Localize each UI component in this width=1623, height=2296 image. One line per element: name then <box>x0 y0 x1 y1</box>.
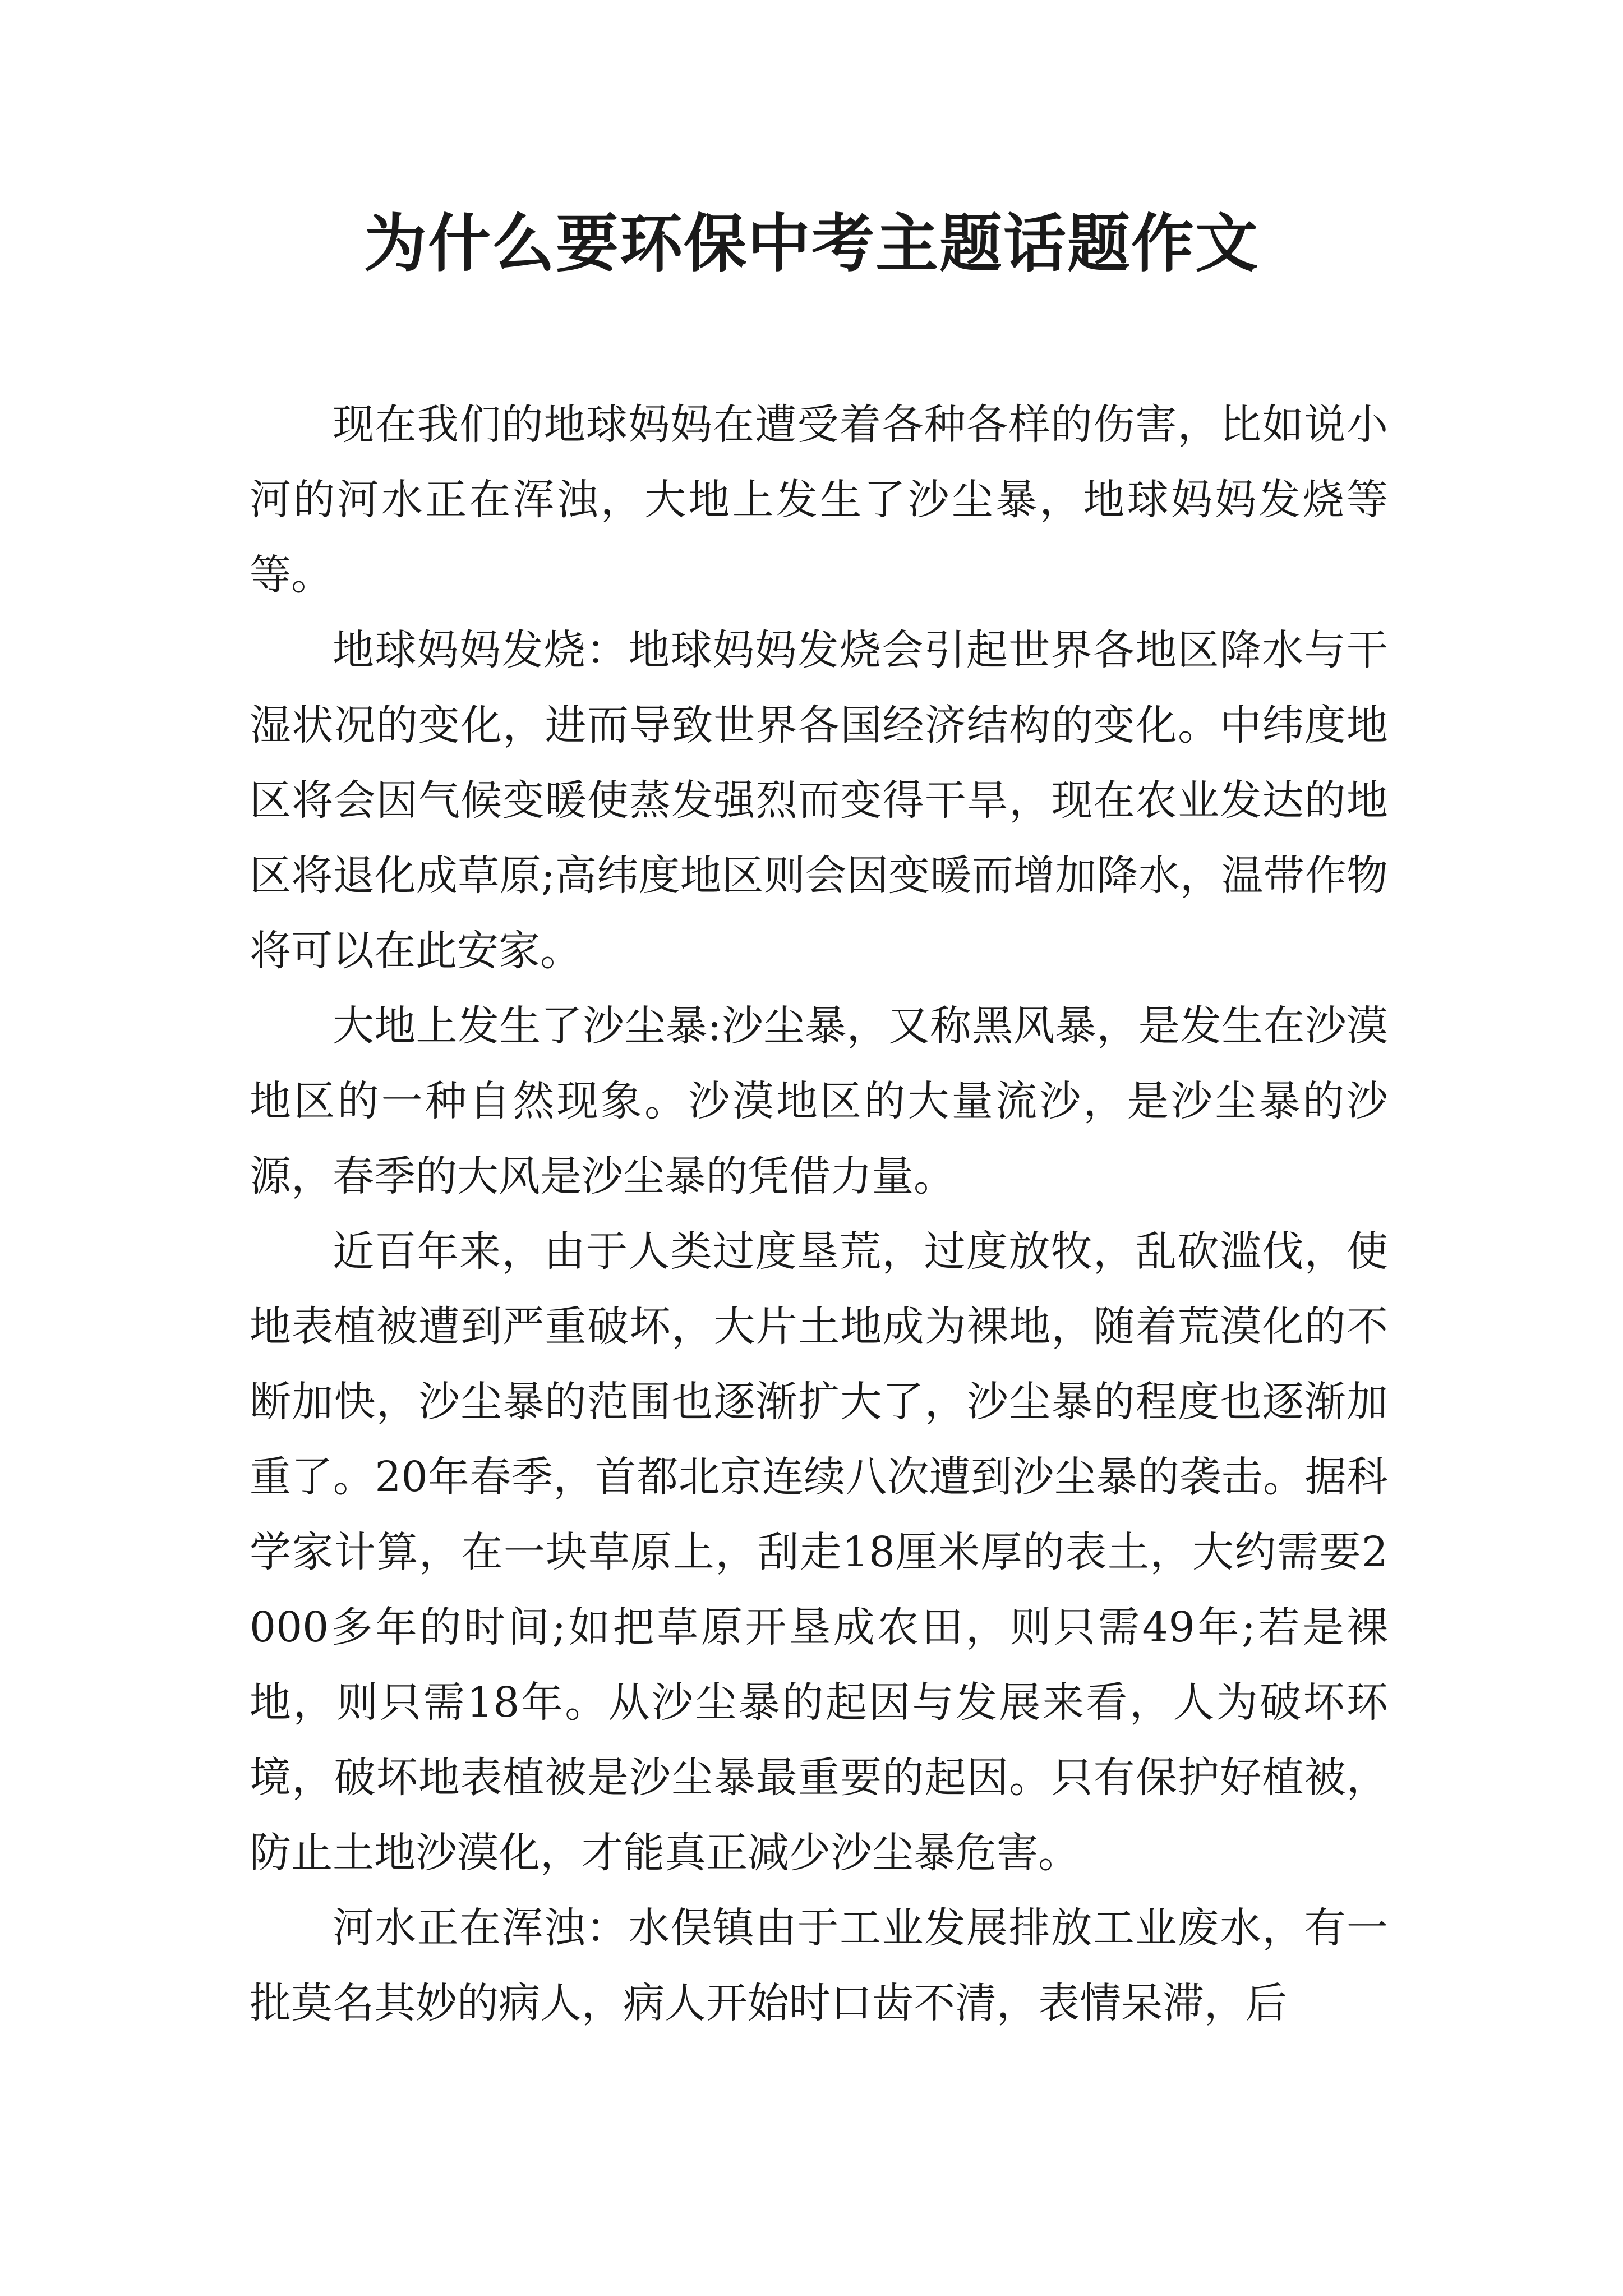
document-title: 为什么要环保中考主题话题作文 <box>364 208 1259 280</box>
paragraph-intro: 现在我们的地球妈妈在遭受着各种各样的伤害，比如说小河的河水正在浑浊，大地上发生了沙尘暴，地球妈妈发烧等等。 <box>250 401 1388 599</box>
document-body <box>250 387 1388 2041</box>
paragraph-earth-fever: 地球妈妈发烧：地球妈妈发烧会引起世界各地区降水与干湿状况的变化，进而导致世界各国经济结构的变化。中纬度地区将会因气候变暖使蒸发强烈而变得干旱，现在农业发达的地区将退化成草原;高纬度地区则会因变暖而增加降水，温带作物将可以在此安家。 <box>250 626 1388 975</box>
paragraph-river-pollution: 河水正在浑浊：水俣镇由于工业发展排放工业废水，有一批莫名其妙的病人，病人开始时口齿不清，表情呆滞，后 <box>250 1904 1388 2027</box>
paragraph-sandstorm-causes: 近百年来，由于人类过度垦荒，过度放牧，乱砍滥伐，使地表植被遭到严重破坏，大片土地成为裸地，随着荒漠化的不断加快，沙尘暴的范围也逐渐扩大了，沙尘暴的程度也逐渐加重了。20年春季，首都北京连续八次遭到沙尘暴的袭击。据科学家计算，在一块草原上，刮走18厘米厚的表土，大约需要2000多年的时间;如把草原开垦成农田，则只需49年;若是裸地，则只需18年。从沙尘暴的起因与发展来看，人为破坏环境，破坏地表植被是沙尘暴最重要的起因。只有保护好植被，防止土地沙漠化，才能真正减少沙尘暴危害。 <box>250 1227 1388 1877</box>
paragraph-sandstorm: 大地上发生了沙尘暴:沙尘暴，又称黑风暴，是发生在沙漠地区的一种自然现象。沙漠地区的大量流沙，是沙尘暴的沙源，春季的大风是沙尘暴的凭借力量。 <box>250 1002 1388 1200</box>
